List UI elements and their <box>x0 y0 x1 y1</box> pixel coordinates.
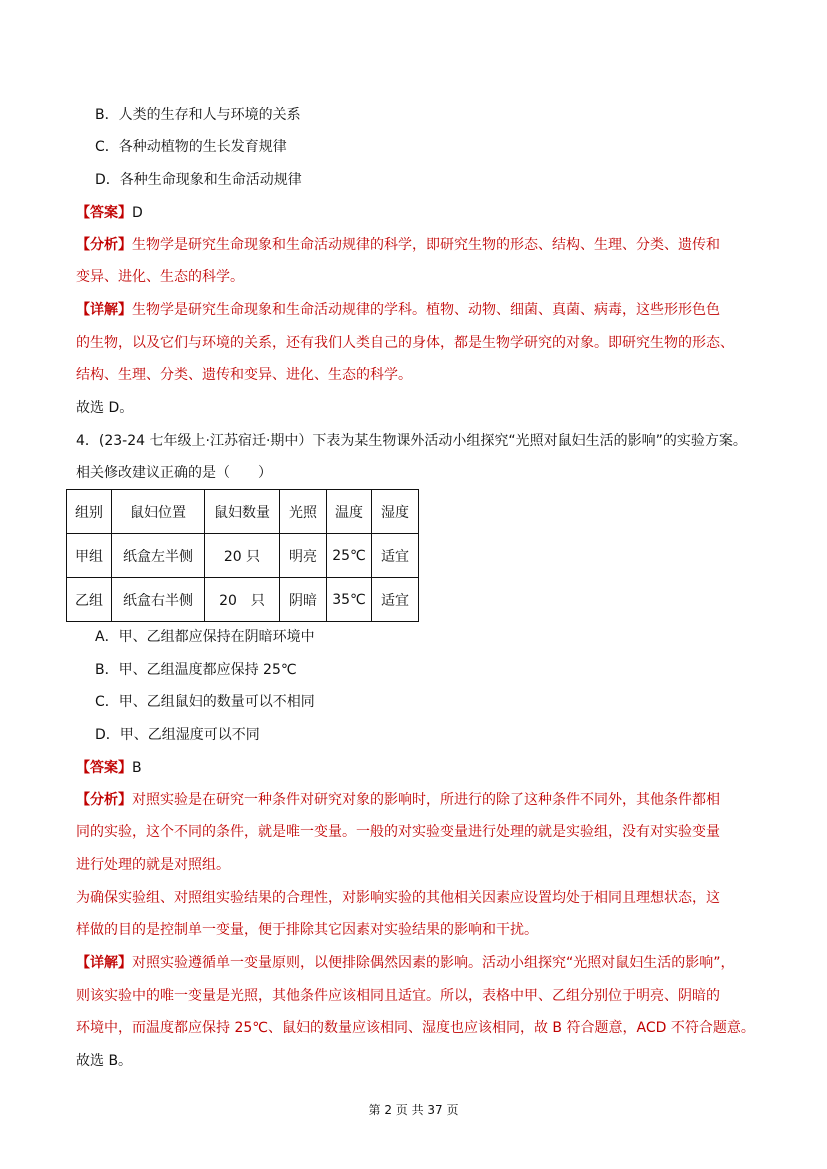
q3-analysis-line1 <box>76 235 720 255</box>
detail-text: 生物学是研究生命现象和生命活动规律的学科。植物、动物、细菌、真菌、病毒，这些形形色色 <box>132 302 720 318</box>
q4-option-d: D．甲、乙组湿度可以不同 <box>95 727 260 743</box>
table-cell: 20 只 <box>205 534 280 578</box>
q4-analysis-line4: 为确保实验组、对照组实验结果的合理性，对影响实验的其他相关因素应设置均处于相同且理想状态，这 <box>76 890 720 906</box>
table-header-cell: 温度 <box>327 490 372 534</box>
analysis-text: 生物学是研究生命现象和生命活动规律的科学，即研究生物的形态、结构、生理、分类、遗传和 <box>132 237 720 253</box>
table-header-cell: 光照 <box>280 490 327 534</box>
q3-analysis-line2: 变异、进化、生态的科学。 <box>76 269 244 285</box>
q4-detail-line1 <box>76 953 735 973</box>
q4-stem-line2: 相关修改建议正确的是（ ） <box>76 465 272 481</box>
q4-analysis-line3: 进行处理的就是对照组。 <box>76 857 230 873</box>
q4-option-b: B．甲、乙组温度都应保持 25℃ <box>95 662 297 678</box>
table-header-cell: 组别 <box>67 490 112 534</box>
q3-detail-line3: 结构、生理、分类、遗传和变异、进化、生态的科学。 <box>76 367 412 383</box>
q4-detail-line2: 则该实验中的唯一变量是光照，其他条件应该相同且适宜。所以，表格中甲、乙组分别位于明亮、阴暗的 <box>76 988 720 1004</box>
answer-value: B <box>132 760 142 776</box>
table-header-row <box>67 490 419 534</box>
answer-value: D <box>132 205 143 221</box>
q3-detail-line2: 的生物，以及它们与环境的关系，还有我们人类自己的身体，都是生物学研究的对象。即研究生物的形态、 <box>76 335 734 351</box>
table-cell: 阴暗 <box>280 578 327 622</box>
table-cell: 明亮 <box>280 534 327 578</box>
table-cell: 适宜 <box>372 534 419 578</box>
table-cell: 纸盒左半侧 <box>112 534 205 578</box>
table-row <box>67 578 419 622</box>
page-footer: 第 2 页 共 37 页 <box>368 1103 459 1117</box>
q3-option-b: B．人类的生存和人与环境的关系 <box>95 107 301 123</box>
answer-tag: 【答案】 <box>76 205 132 221</box>
q4-analysis-line2: 同的实验，这个不同的条件，就是唯一变量。一般的对实验变量进行处理的就是实验组，没有对实验变量 <box>76 824 720 840</box>
table-cell: 甲组 <box>67 534 112 578</box>
q3-conclusion: 故选 D。 <box>76 400 134 416</box>
experiment-table <box>66 489 419 622</box>
table-cell: 乙组 <box>67 578 112 622</box>
analysis-tag: 【分析】 <box>76 237 132 253</box>
table-cell: 20 只 <box>205 578 280 622</box>
q3-detail-line1 <box>76 300 720 320</box>
detail-tag: 【详解】 <box>76 302 132 318</box>
detail-tag: 【详解】 <box>76 955 132 971</box>
q4-option-c: C．甲、乙组鼠妇的数量可以不相同 <box>95 694 315 710</box>
analysis-tag: 【分析】 <box>76 792 132 808</box>
q4-answer <box>76 758 142 778</box>
table-cell: 纸盒右半侧 <box>112 578 205 622</box>
q4-detail-line3: 环境中，而温度都应保持 25℃、鼠妇的数量应该相同、湿度也应该相同，故 B 符合题意，ACD 不符合题意。 <box>76 1020 755 1036</box>
q3-option-d: D．各种生命现象和生命活动规律 <box>95 172 302 188</box>
analysis-text: 对照实验是在研究一种条件对研究对象的影响时，所进行的除了这种条件不同外，其他条件都相 <box>132 792 720 808</box>
q3-option-c: C．各种动植物的生长发育规律 <box>95 139 287 155</box>
table-row <box>67 534 419 578</box>
table-header-cell: 鼠妇数量 <box>205 490 280 534</box>
q3-answer <box>76 203 143 223</box>
q4-stem-line1: 4．(23-24 七年级上·江苏宿迁·期中）下表为某生物课外活动小组探究“光照对鼠妇生活的影响”的实验方案。 <box>76 433 747 449</box>
table-cell: 适宜 <box>372 578 419 622</box>
table-header-cell: 湿度 <box>372 490 419 534</box>
table-cell: 35℃ <box>327 578 372 622</box>
q4-analysis-line5: 样做的目的是控制单一变量，便于排除其它因素对实验结果的影响和干扰。 <box>76 922 538 938</box>
answer-tag: 【答案】 <box>76 760 132 776</box>
q4-analysis-line1 <box>76 790 720 810</box>
table-cell: 25℃ <box>327 534 372 578</box>
q4-conclusion: 故选 B。 <box>76 1053 133 1069</box>
q4-option-a: A．甲、乙组都应保持在阴暗环境中 <box>95 629 315 645</box>
table-header-cell: 鼠妇位置 <box>112 490 205 534</box>
detail-text: 对照实验遵循单一变量原则，以便排除偶然因素的影响。活动小组探究“光照对鼠妇生活的影响”， <box>132 955 735 971</box>
